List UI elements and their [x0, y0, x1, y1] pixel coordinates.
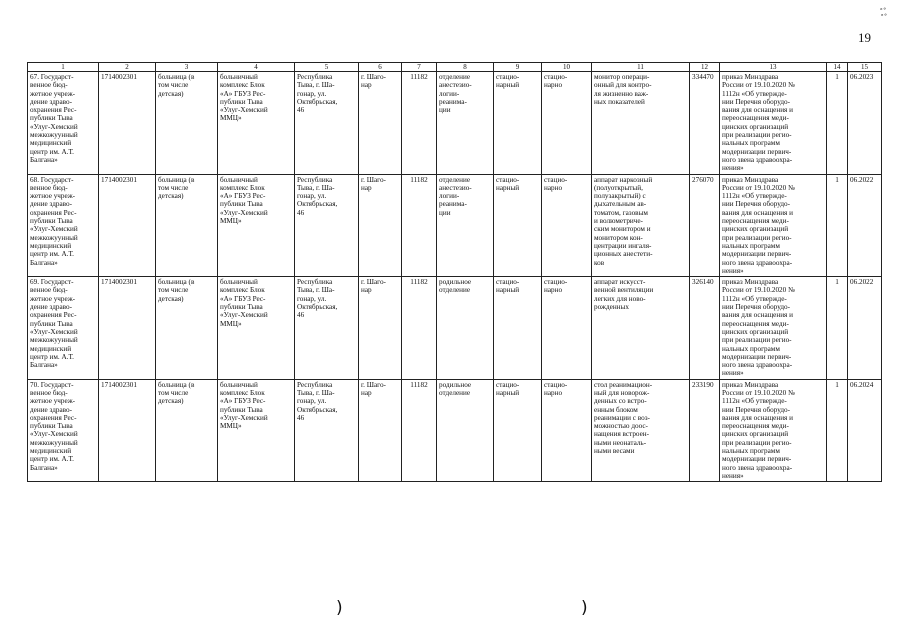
table-cell-col-9: стацио- нарный	[494, 72, 542, 175]
table-cell-col-4: больничный комплекс Блок «А» ГБУЗ Рес- публики Тыва «Улуг-Хемский ММЦ»	[218, 72, 295, 175]
table-cell-col-4: больничный комплекс Блок «А» ГБУЗ Рес- публики Тыва «Улуг-Хемский ММЦ»	[218, 379, 295, 482]
table-cell-col-6: г. Шаго- нар	[359, 277, 402, 380]
footer-mark-left: )	[336, 598, 343, 618]
table-cell-col-11: аппарат искусст- венной вентиляции легких для ново- рожденных	[592, 277, 690, 380]
table-cell-col-12: 334470	[690, 72, 720, 175]
table-cell-col-11: стол реанимацион- ный для новорож- денных со встро- енным блоком реанимации с воз- можностью доос- нащения встроен- ными неонаталь- ными весами	[592, 379, 690, 482]
column-header-3: 3	[156, 63, 218, 72]
table-cell-col-5: Республика Тыва, г. Ша- гонар, ул. Октябрьская, 46	[295, 174, 359, 277]
table-cell-col-15: 06.2023	[848, 72, 882, 175]
corner-stamp-mark: ∘∘ ∘∘	[879, 4, 888, 20]
column-header-10: 10	[542, 63, 592, 72]
table-header	[28, 63, 882, 72]
table-cell-col-14: 1	[827, 174, 848, 277]
column-header-12: 12	[690, 63, 720, 72]
table-cell-col-9: стацио- нарный	[494, 277, 542, 380]
column-header-9: 9	[494, 63, 542, 72]
table-cell-col-15: 06.2022	[848, 174, 882, 277]
table-cell-col-13: приказ Минздрава России от 19.10.2020 № 1112н «Об утвержде- нии Перечня оборудо- вания для оснащения и переоснащения меди- цинских организаций при реализации регио- нальных программ модернизации первич- ного звена здравоохра- нения»	[720, 277, 827, 380]
table-cell-col-2: 1714002301	[99, 174, 156, 277]
table-cell-col-2: 1714002301	[99, 72, 156, 175]
table-cell-col-5: Республика Тыва, г. Ша- гонар, ул. Октябрьская, 46	[295, 72, 359, 175]
column-header-13: 13	[720, 63, 827, 72]
table-cell-col-10: стацио- нарно	[542, 72, 592, 175]
table-cell-col-14: 1	[827, 379, 848, 482]
table-cell-col-12: 233190	[690, 379, 720, 482]
table-cell-col-8: родильное отделение	[437, 379, 494, 482]
table-cell-col-6: г. Шаго- нар	[359, 72, 402, 175]
table-cell-col-1: 68. Государст- венное бюд- жетное учреж- дение здраво- охранения Рес- публики Тыва «Улуг-Хемский межкожуунный медицинский центр им. А.Т. Балгана»	[28, 174, 99, 277]
table-cell-col-3: больница (в том числе детская)	[156, 379, 218, 482]
table-cell-col-6: г. Шаго- нар	[359, 174, 402, 277]
table-cell-col-14: 1	[827, 72, 848, 175]
column-header-15: 15	[848, 63, 882, 72]
equipment-table	[27, 62, 882, 482]
table-body	[28, 72, 882, 482]
table-cell-col-10: стацио- нарно	[542, 379, 592, 482]
table-cell-col-12: 326140	[690, 277, 720, 380]
column-header-14: 14	[827, 63, 848, 72]
footer-mark-right: )	[581, 598, 588, 618]
column-header-11: 11	[592, 63, 690, 72]
table-cell-col-11: монитор операци- онный для контро- ля жизненно важ- ных показателей	[592, 72, 690, 175]
column-header-1: 1	[28, 63, 99, 72]
table-row	[28, 72, 882, 175]
table-cell-col-13: приказ Минздрава России от 19.10.2020 № 1112н «Об утвержде- нии Перечня оборудо- вания для оснащения и переоснащения меди- цинских организаций при реализации регио- нальных программ модернизации первич- ного звена здравоохра- нения»	[720, 72, 827, 175]
table-cell-col-9: стацио- нарный	[494, 379, 542, 482]
table-cell-col-10: стацио- нарно	[542, 277, 592, 380]
table-cell-col-15: 06.2022	[848, 277, 882, 380]
table-cell-col-7: 11182	[402, 174, 437, 277]
column-header-5: 5	[295, 63, 359, 72]
table-cell-col-7: 11182	[402, 277, 437, 380]
column-header-7: 7	[402, 63, 437, 72]
column-header-2: 2	[99, 63, 156, 72]
table-cell-col-10: стацио- нарно	[542, 174, 592, 277]
table-cell-col-4: больничный комплекс Блок «А» ГБУЗ Рес- публики Тыва «Улуг-Хемский ММЦ»	[218, 277, 295, 380]
table-cell-col-14: 1	[827, 277, 848, 380]
table-cell-col-2: 1714002301	[99, 277, 156, 380]
table-cell-col-13: приказ Минздрава России от 19.10.2020 № 1112н «Об утвержде- нии Перечня оборудо- вания для оснащения и переоснащения меди- цинских организаций при реализации регио- нальных программ модернизации первич- ного звена здравоохра- нения»	[720, 174, 827, 277]
column-header-6: 6	[359, 63, 402, 72]
table-row	[28, 277, 882, 380]
table-cell-col-2: 1714002301	[99, 379, 156, 482]
table-cell-col-5: Республика Тыва, г. Ша- гонар, ул. Октябрьская, 46	[295, 277, 359, 380]
table-row	[28, 379, 882, 482]
column-header-4: 4	[218, 63, 295, 72]
table-cell-col-3: больница (в том числе детская)	[156, 277, 218, 380]
table-cell-col-11: аппарат наркозный (полуоткрытый, полузакрытый) с дыхательным ав- томатом, газовым и волюметриче- ским монитором и монитором кон- центрации ингаля- ционных анестети- ков	[592, 174, 690, 277]
table-row	[28, 174, 882, 277]
table-cell-col-3: больница (в том числе детская)	[156, 72, 218, 175]
table-cell-col-8: отделение анестезио- логии- реанима- ции	[437, 72, 494, 175]
table-cell-col-13: приказ Минздрава России от 19.10.2020 № 1112н «Об утвержде- нии Перечня оборудо- вания для оснащения и переоснащения меди- цинских организаций при реализации регио- нальных программ модернизации первич- ного звена здравоохра- нения»	[720, 379, 827, 482]
table-cell-col-5: Республика Тыва, г. Ша- гонар, ул. Октябрьская, 46	[295, 379, 359, 482]
table-cell-col-6: г. Шаго- нар	[359, 379, 402, 482]
table-cell-col-7: 11182	[402, 379, 437, 482]
table-cell-col-1: 67. Государст- венное бюд- жетное учреж- дение здраво- охранения Рес- публики Тыва «Улуг-Хемский межкожуунный медицинский центр им. А.Т. Балгана»	[28, 72, 99, 175]
header-row	[28, 63, 882, 72]
table-cell-col-4: больничный комплекс Блок «А» ГБУЗ Рес- публики Тыва «Улуг-Хемский ММЦ»	[218, 174, 295, 277]
table-cell-col-3: больница (в том числе детская)	[156, 174, 218, 277]
table-cell-col-15: 06.2024	[848, 379, 882, 482]
page-number: 19	[858, 30, 871, 45]
table-cell-col-8: отделение анестезио- логии- реанима- ции	[437, 174, 494, 277]
column-header-8: 8	[437, 63, 494, 72]
table-cell-col-8: родильное отделение	[437, 277, 494, 380]
table-cell-col-1: 69. Государст- венное бюд- жетное учреж- дение здраво- охранения Рес- публики Тыва «Улуг-Хемский межкожуунный медицинский центр им. А.Т. Балгана»	[28, 277, 99, 380]
table-cell-col-1: 70. Государст- венное бюд- жетное учреж- дение здраво- охранения Рес- публики Тыва «Улуг-Хемский межкожуунный медицинский центр им. А.Т. Балгана»	[28, 379, 99, 482]
table-cell-col-12: 276070	[690, 174, 720, 277]
table-cell-col-7: 11182	[402, 72, 437, 175]
table-cell-col-9: стацио- нарный	[494, 174, 542, 277]
